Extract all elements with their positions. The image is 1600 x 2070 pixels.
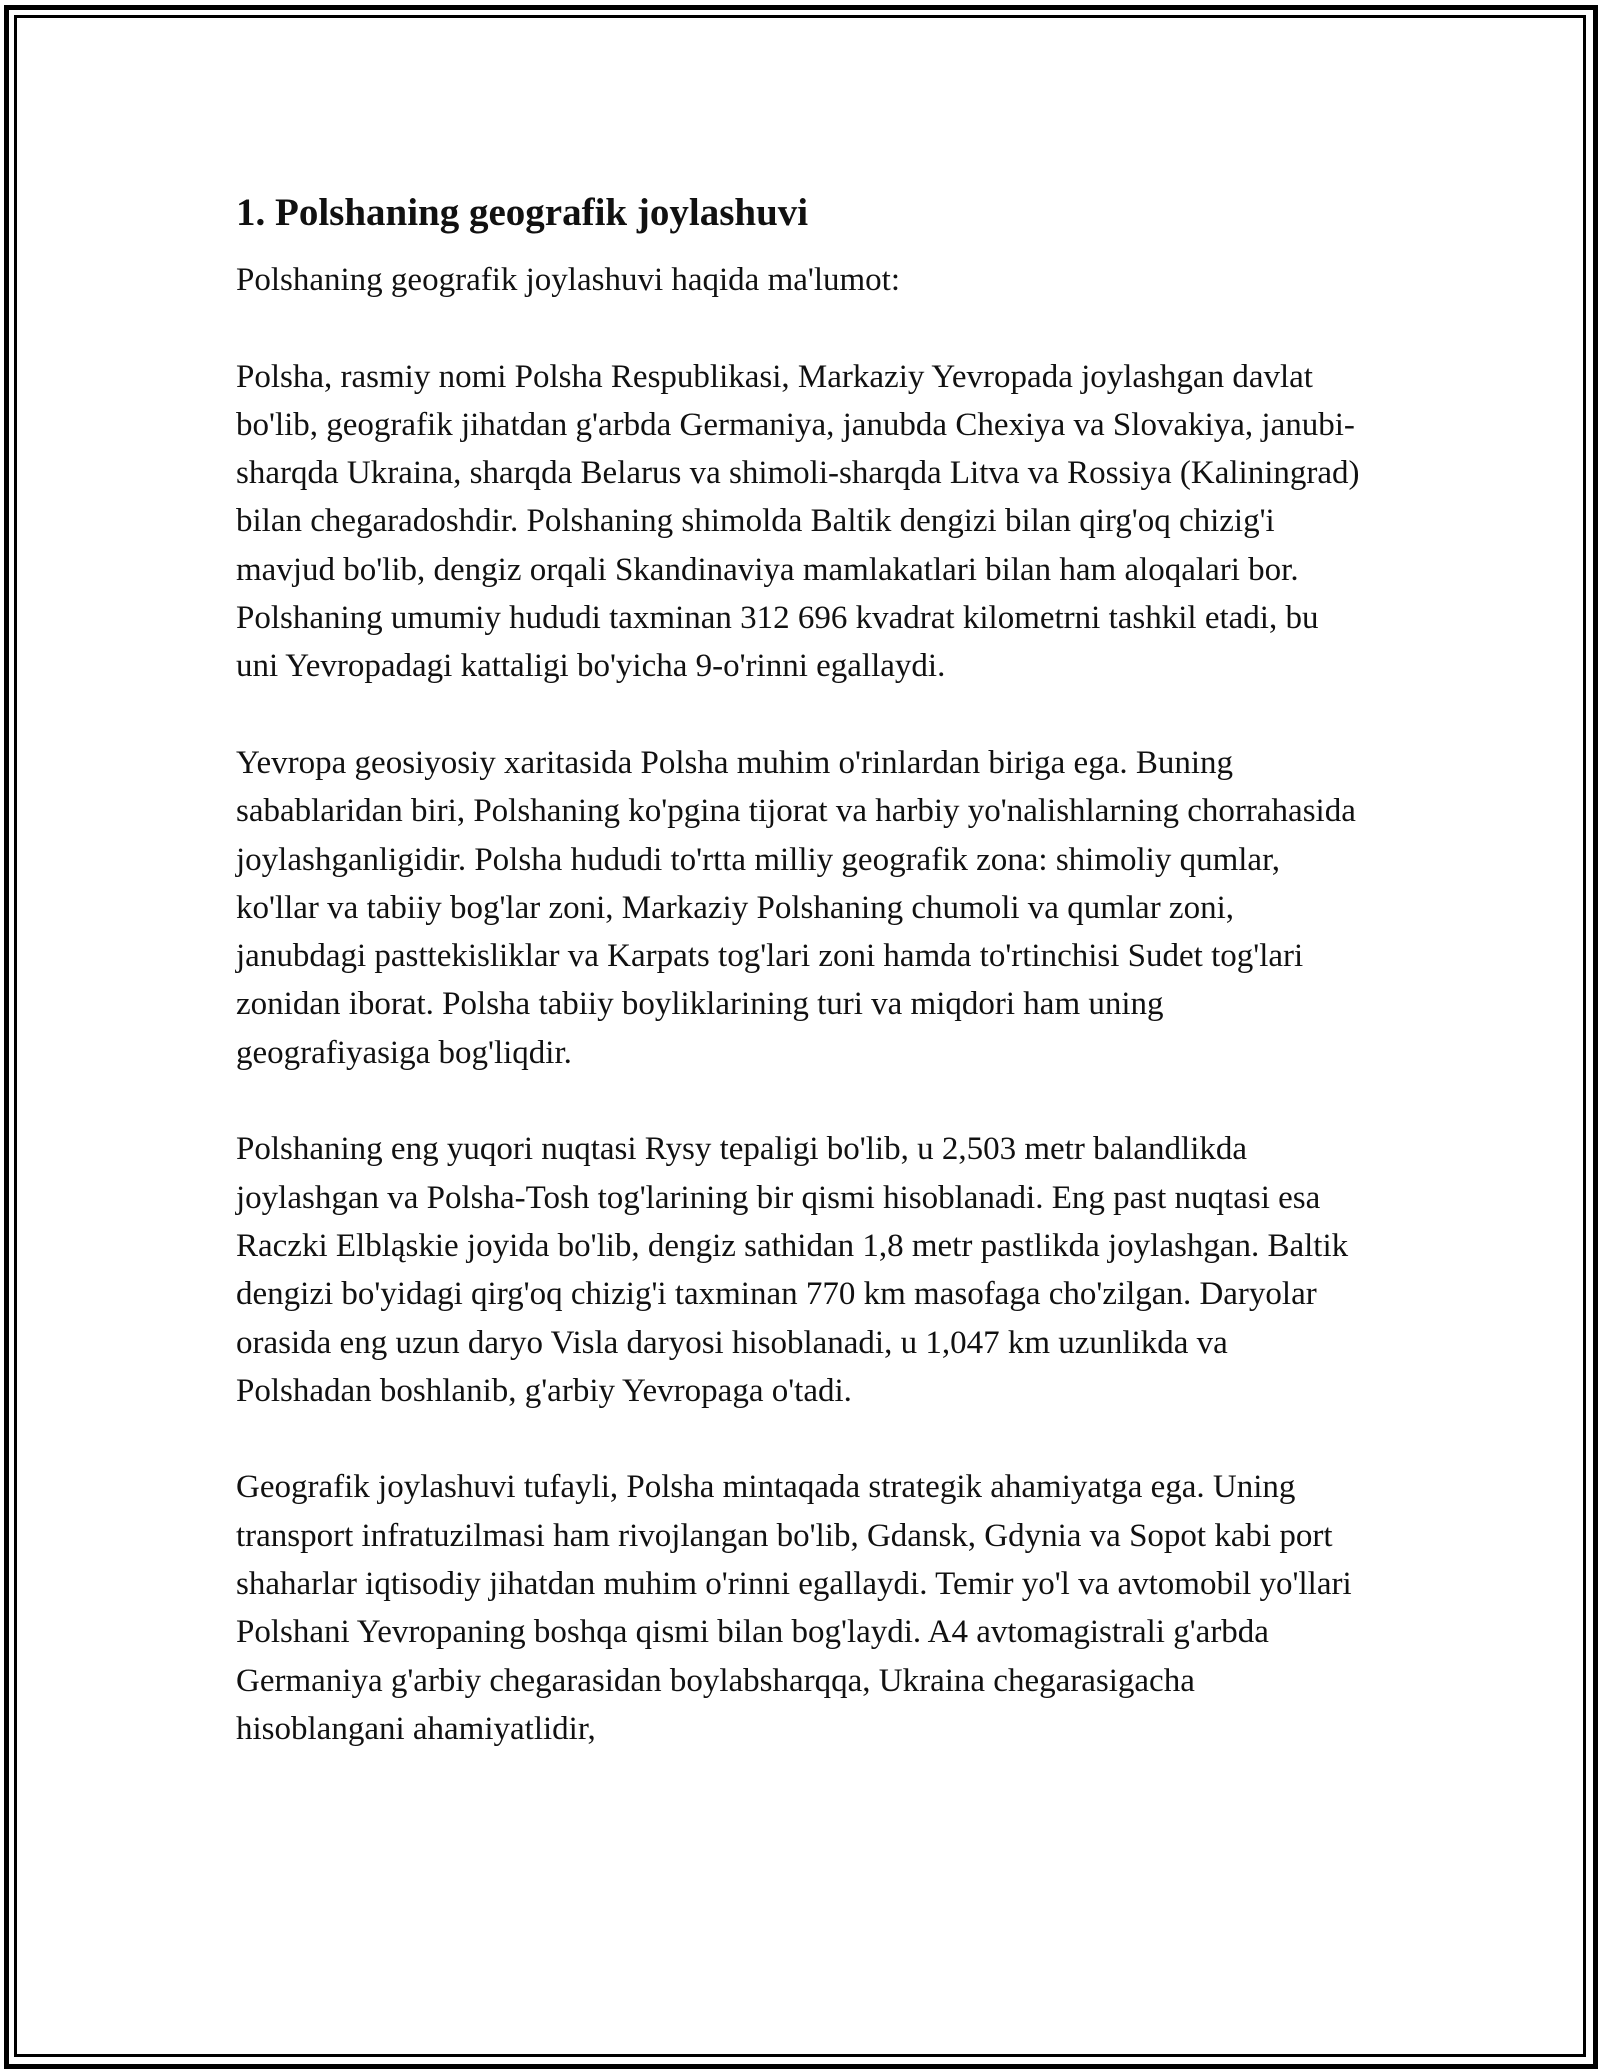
section-heading: 1. Polshaning geografik joylashuvi	[236, 191, 809, 234]
paragraph-elevation-rivers: Polshaning eng yuqori nuqtasi Rysy tepaligi bo'lib, u 2,503 metr balandlikda joylashgan va Polsha-Tosh tog'larining bir qismi hisoblanadi. Eng past nuqtasi esa Raczki Elbląskie joyida bo'lib, dengiz sathidan 1,8 metr pastlikda joylashgan. Baltik dengizi bo'yidagi qirg'oq chizig'i taxminan 770 km masofaga cho'zilgan. Daryolar orasida eng uzun daryo Visla daryosi hisoblanadi, u 1,047 km uzunlikda va Polshadan boshlanib, g'arbiy Yevropaga o'tadi.	[236, 1131, 1349, 1409]
paragraph-transport: Geografik joylashuvi tufayli, Polsha mintaqada strategik ahamiyatga ega. Uning transport infratuzilmasi ham rivojlangan bo'lib, Gdansk, Gdynia va Sopot kabi port shaharlar iqtisodiy jihatdan muhim o'rinni egallaydi. Temir yo'l va avtomobil yo'llari Polshani Yevropaning boshqa qismi bilan bog'laydi. A4 avtomagistrali g'arbda Germaniya g'arbiy chegarasidan boylabsharqqa, Ukraina chegarasigacha hisoblangani ahamiyatlidir,	[236, 1469, 1352, 1747]
intro-line: Polshaning geografik joylashuvi haqida ma'lumot:	[236, 262, 901, 298]
document-body	[236, 180, 1366, 1753]
paragraph-geopolitics: Yevropa geosiyosiy xaritasida Polsha muhim o'rinlardan biriga ega. Buning sabablaridan biri, Polshaning ko'pgina tijorat va harbiy yo'nalishlarning chorrahasida joylashganligidir. Polsha hududi to'rtta milliy geografik zona: shimoliy qumlar, ko'llar va tabiiy bog'lar zoni, Markaziy Polshaning chumoli va qumlar zoni, janubdagi pasttekisliklar va Karpats tog'lari zoni hamda to'rtinchisi Sudet tog'lari zonidan iborat. Polsha tabiiy boyliklarining turi va miqdori ham uning geografiyasiga bog'liqdir.	[236, 744, 1356, 1071]
paragraph-borders: Polsha, rasmiy nomi Polsha Respublikasi, Markaziy Yevropada joylashgan davlat bo'lib, geografik jihatdan g'arbda Germaniya, janubda Chexiya va Slovakiya, janubi-sharqda Ukraina, sharqda Belarus va shimoli-sharqda Litva va Rossiya (Kaliningrad) bilan chegaradoshdir. Polshaning shimolda Baltik dengizi bilan qirg'oq chizig'i mavjud bo'lib, dengiz orqali Skandinaviya mamlakatlari bilan ham aloqalari bor. Polshaning umumiy hududi taxminan 312 696 kvadrat kilometrni tashkil etadi, bu uni Yevropadagi kattaligi bo'yicha 9-o'rinni egallaydi.	[236, 358, 1360, 685]
